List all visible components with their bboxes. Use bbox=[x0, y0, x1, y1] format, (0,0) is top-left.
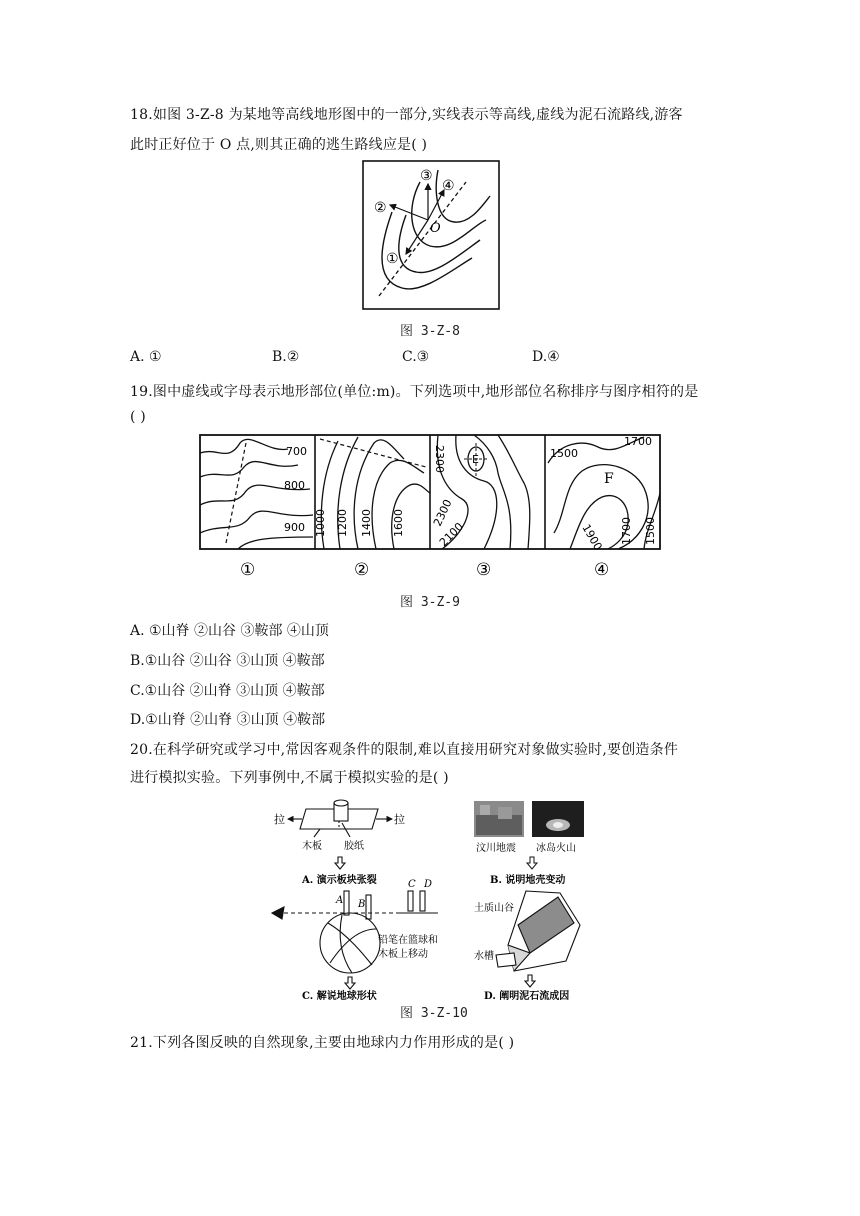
caption-3-z-10: 图 3-Z-10 bbox=[400, 1006, 468, 1021]
fig-b-photos bbox=[474, 801, 584, 837]
q19-option-b: B.①山谷 ②山谷 ③山顶 ④鞍部 bbox=[130, 653, 325, 669]
p3-contour-2100: 2100 bbox=[436, 520, 466, 550]
p4-label-f: F bbox=[604, 471, 614, 487]
p1-contour-900: 900 bbox=[284, 521, 305, 534]
fig-c-d: D bbox=[424, 879, 433, 890]
q19-option-c: C.①山谷 ②山脊 ③山顶 ④鞍部 bbox=[130, 683, 325, 699]
q19-option-d: D.①山脊 ②山脊 ③山顶 ④鞍部 bbox=[130, 712, 326, 728]
figure-3-z-10 bbox=[268, 795, 598, 1000]
q19-stem-line2: ( ) bbox=[130, 409, 146, 425]
fig-a-title: A. 演示板块张裂 bbox=[302, 875, 377, 886]
q21-stem: 21.下列各图反映的自然现象,主要由地球内力作用形成的是( ) bbox=[130, 1035, 515, 1051]
panel-1-label: ① bbox=[240, 560, 256, 580]
p3-contour-2300-top: 2300 bbox=[433, 445, 446, 473]
fig-a-board-tape bbox=[288, 800, 392, 869]
route-3-label: ③ bbox=[420, 168, 433, 184]
q18-option-a: A. ① bbox=[130, 349, 162, 365]
fig-c-b: B bbox=[358, 899, 366, 910]
p1-contour-700: 700 bbox=[286, 445, 307, 458]
p2-contour-1200: 1200 bbox=[336, 509, 349, 537]
caption-3-z-9: 图 3-Z-9 bbox=[400, 595, 460, 610]
fig-b-title: B. 说明地壳变动 bbox=[490, 875, 566, 886]
q20-stem-line2: 进行模拟实验。下列事例中,不属于模拟实验的是( ) bbox=[130, 770, 449, 786]
p4-contour-1500-left: 1500 bbox=[550, 447, 578, 460]
q18-option-c: C.③ bbox=[402, 349, 430, 365]
fig-a-pull-right: 拉 bbox=[394, 813, 405, 826]
point-o-label: O bbox=[430, 221, 441, 236]
q19-stem-line1: 19.图中虚线或字母表示地形部位(单位:m)。下列选项中,地形部位名称排序与图序相符的是 bbox=[130, 384, 699, 400]
q18-option-d: D.④ bbox=[532, 349, 560, 365]
fig-d-valley: 土质山谷 bbox=[474, 903, 514, 914]
route-2-label: ② bbox=[374, 200, 387, 216]
route-4-label: ④ bbox=[442, 178, 455, 194]
figure-3-z-8 bbox=[362, 160, 500, 310]
p4-contour-1700-bottom: 1700 bbox=[620, 517, 633, 545]
fig-b-photo2: 冰岛火山 bbox=[536, 843, 576, 854]
p4-contour-1500-right: 1500 bbox=[644, 517, 657, 545]
q19-option-a: A. ①山脊 ②山谷 ③鞍部 ④山顶 bbox=[130, 623, 329, 639]
p4-contour-1700-top: 1700 bbox=[624, 435, 652, 448]
fig-a-pull-left: 拉 bbox=[274, 813, 285, 826]
caption-3-z-8: 图 3-Z-8 bbox=[400, 324, 460, 339]
q18-stem-line2: 此时正好位于 O 点,则其正确的逃生路线应是( ) bbox=[130, 137, 428, 153]
fig-a-tape: 胶纸 bbox=[344, 841, 364, 852]
fig-b-photo1: 汶川地震 bbox=[476, 843, 516, 854]
q20-stem-line1: 20.在科学研究或学习中,常因客观条件的限制,难以直接用研究对象做实验时,要创造条件 bbox=[130, 742, 679, 758]
fig-c-title: C. 解说地球形状 bbox=[302, 991, 377, 1000]
p2-contour-1400: 1400 bbox=[360, 509, 373, 537]
q18-option-b: B.② bbox=[272, 349, 300, 365]
p3-label-e: E bbox=[472, 453, 479, 466]
fig-d-title: D. 阐明泥石流成因 bbox=[484, 991, 570, 1000]
route-1-label: ① bbox=[386, 251, 399, 267]
figure-3-z-9 bbox=[198, 433, 664, 583]
fig-d-tank: 水槽 bbox=[474, 951, 494, 962]
panel-4-label: ④ bbox=[594, 560, 610, 580]
fig-c-note2: 木板上移动 bbox=[378, 949, 428, 960]
fig-c-c: C bbox=[408, 879, 416, 890]
fig-a-board: 木板 bbox=[302, 841, 322, 852]
panel-3-label: ③ bbox=[476, 560, 492, 580]
p3-contour-2300-bottom: 2300 bbox=[430, 497, 455, 529]
p1-contour-800: 800 bbox=[284, 479, 305, 492]
fig-c-a: A bbox=[336, 895, 344, 906]
q18-stem-line1: 18.如图 3-Z-8 为某地等高线地形图中的一部分,实线表示等高线,虚线为泥石流路线,游客 bbox=[130, 107, 683, 123]
p4-contour-1900: 1900 bbox=[579, 522, 605, 553]
panel-2-label: ② bbox=[354, 560, 370, 580]
p2-contour-1600: 1600 bbox=[392, 509, 405, 537]
p2-contour-1000: 1000 bbox=[314, 509, 327, 537]
fig-c-note1: 铅笔在篮球和 bbox=[378, 935, 438, 946]
